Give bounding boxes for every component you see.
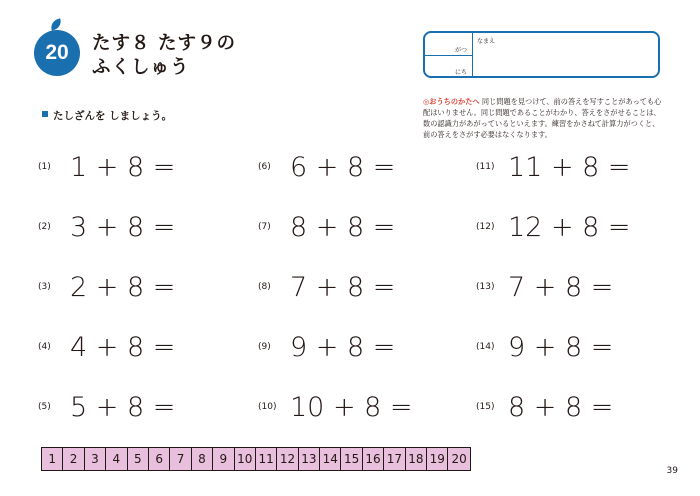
date-box-divider bbox=[425, 55, 472, 56]
number-line-cell: 2 bbox=[63, 448, 84, 470]
instruction bbox=[42, 108, 172, 123]
problem-expression: 1 + 8 = bbox=[70, 151, 176, 183]
lesson-number-badge: 20 bbox=[34, 30, 80, 76]
problem-item bbox=[258, 330, 395, 364]
problem-item bbox=[38, 150, 175, 184]
problem-number: (13) bbox=[476, 282, 495, 292]
problem-expression: 9 + 8 = bbox=[290, 331, 396, 363]
number-line-cell: 8 bbox=[192, 448, 213, 470]
problem-item bbox=[476, 210, 631, 244]
title-line-1: たす８ たす９の bbox=[92, 33, 236, 54]
problem-number: (10) bbox=[258, 402, 277, 412]
problem-number: (14) bbox=[476, 342, 495, 352]
problem-number: (8) bbox=[258, 282, 271, 292]
number-line-cell: 4 bbox=[106, 448, 127, 470]
problem-item bbox=[38, 330, 175, 364]
month-label: がつ bbox=[455, 47, 468, 54]
problem-number: (12) bbox=[476, 222, 495, 232]
number-line-cell: 12 bbox=[277, 448, 298, 470]
problem-item bbox=[476, 330, 613, 364]
problem-item bbox=[38, 270, 175, 304]
problem-expression: 6 + 8 = bbox=[290, 151, 396, 183]
problem-expression: 2 + 8 = bbox=[70, 271, 176, 303]
problem-item bbox=[258, 150, 395, 184]
number-line-cell: 16 bbox=[363, 448, 384, 470]
problem-expression: 8 + 8 = bbox=[290, 211, 396, 243]
problem-item bbox=[476, 390, 613, 424]
number-line bbox=[41, 447, 471, 471]
number-line-cell: 14 bbox=[320, 448, 341, 470]
number-line-cell: 7 bbox=[170, 448, 191, 470]
problem-item bbox=[258, 270, 395, 304]
problem-number: (2) bbox=[38, 222, 51, 232]
name-label: なまえ bbox=[477, 38, 496, 45]
problem-item bbox=[476, 150, 631, 184]
problem-expression: 10 + 8 = bbox=[290, 391, 413, 423]
note-heading: ◎おうちのかたへ bbox=[423, 97, 480, 106]
name-date-box bbox=[423, 31, 660, 78]
problem-number: (1) bbox=[38, 162, 51, 172]
problem-number: (6) bbox=[258, 162, 271, 172]
problem-expression: 11 + 8 = bbox=[508, 151, 631, 183]
problem-expression: 4 + 8 = bbox=[70, 331, 176, 363]
day-label: にち bbox=[455, 69, 468, 76]
problem-expression: 12 + 8 = bbox=[508, 211, 631, 243]
number-line-cell: 9 bbox=[213, 448, 234, 470]
problem-number: (4) bbox=[38, 342, 51, 352]
number-line-cell: 20 bbox=[451, 452, 467, 466]
page-number: 39 bbox=[666, 466, 678, 476]
number-line-cell: 18 bbox=[406, 448, 427, 470]
problem-item bbox=[258, 390, 413, 424]
problem-number: (15) bbox=[476, 402, 495, 412]
problem-number: (3) bbox=[38, 282, 51, 292]
problem-number: (11) bbox=[476, 162, 495, 172]
problem-item bbox=[258, 210, 395, 244]
square-bullet-icon bbox=[42, 111, 48, 117]
parent-note bbox=[423, 96, 663, 140]
number-line-cell: 1 bbox=[42, 448, 63, 470]
number-line-cell: 13 bbox=[299, 448, 320, 470]
number-line-cell: 6 bbox=[149, 448, 170, 470]
number-line-cell: 19 bbox=[427, 448, 448, 470]
number-line-cell: 11 bbox=[256, 448, 277, 470]
problem-expression: 3 + 8 = bbox=[70, 211, 176, 243]
problem-number: (9) bbox=[258, 342, 271, 352]
problem-expression: 8 + 8 = bbox=[508, 391, 614, 423]
problem-item bbox=[476, 270, 613, 304]
number-line-cell: 17 bbox=[384, 448, 405, 470]
number-line-cell: 10 bbox=[235, 448, 256, 470]
title-line-2: ふくしゅう bbox=[92, 57, 190, 78]
problem-expression: 9 + 8 = bbox=[508, 331, 614, 363]
problem-number: (7) bbox=[258, 222, 271, 232]
number-line-cell: 3 bbox=[85, 448, 106, 470]
name-box-divider bbox=[472, 33, 473, 76]
page-title bbox=[92, 32, 236, 80]
instruction-text: たしざんを しましょう。 bbox=[53, 110, 173, 122]
problem-item bbox=[38, 210, 175, 244]
leaf-icon bbox=[49, 18, 63, 31]
problem-number: (5) bbox=[38, 402, 51, 412]
problem-expression: 7 + 8 = bbox=[290, 271, 396, 303]
number-line-cell: 15 bbox=[341, 448, 362, 470]
number-line-cell: 5 bbox=[128, 448, 149, 470]
problem-item bbox=[38, 390, 175, 424]
note-body: 同じ問題を見つけて、前の答えを写すことがあっても心配はいりません。同じ問題であることがわかり、答えをさがせることは、数の認識力があがっているといえます。練習をかさねて計算力がつくと、前の答えをさがす必要はなくなります。 bbox=[423, 97, 662, 139]
problem-expression: 7 + 8 = bbox=[508, 271, 614, 303]
problem-expression: 5 + 8 = bbox=[70, 391, 176, 423]
